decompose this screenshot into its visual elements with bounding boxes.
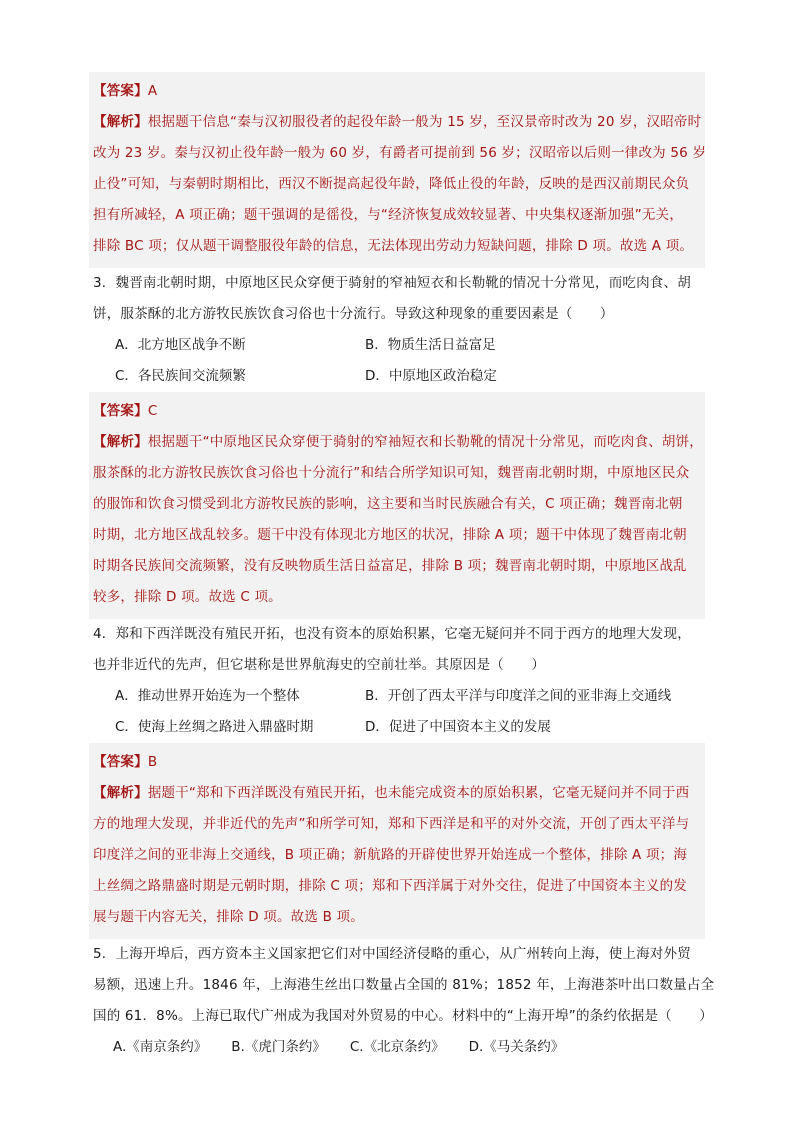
- answer-value: A: [147, 83, 158, 99]
- analysis-line: 时期各民族间交流频繁，没有反映物质生活日益富足，排除 B 项；魏晋南北朝时期，中原地区战乱: [93, 558, 687, 574]
- option-a: A.《南京条约》: [113, 1039, 208, 1055]
- option-d: D．中原地区政治稳定: [365, 368, 497, 384]
- question-line: 国的 61．8%。上海已取代广州成为我国对外贸易的中心。材料中的“上海开埠”的条约依据是（ ）: [93, 1008, 713, 1024]
- analysis-line: 根据题干信息“秦与汉初服役者的起役年龄一般为 15 岁，至汉景帝时改为 20 岁，汉昭帝时: [147, 114, 702, 130]
- analysis-line: 止役”可知，与秦朝时期相比，西汉不断提高起役年龄，降低止役的年龄，反映的是西汉前期民众负: [93, 176, 690, 192]
- analysis-line: 根据题干“中原地区民众穿便于骑射的窄袖短衣和长勒靴的情况十分常见，而吃肉食、胡饼，: [147, 434, 704, 450]
- options: [93, 1032, 701, 1063]
- question-line: 4．郑和下西洋既没有殖民开拓，也没有资本的原始积累，它毫无疑问并不同于西方的地理大发现，: [93, 626, 691, 642]
- analysis-line: 的服饰和饮食习惯受到北方游牧民族的影响，这主要和当时民族融合有关，C 项正确；魏晋南北朝: [93, 496, 683, 512]
- answer-value: C: [147, 403, 158, 419]
- option-b: B．物质生活日益富足: [365, 337, 496, 353]
- analysis-label: 【解析】: [93, 114, 148, 130]
- answer-label: 【答案】: [93, 83, 148, 99]
- option-c: C.《北京条约》: [349, 1039, 445, 1055]
- answer-label: 【答案】: [93, 754, 148, 770]
- answer-value: B: [147, 754, 158, 770]
- question-4: [93, 619, 701, 743]
- question-line: 5．上海开埠后，西方资本主义国家把它们对中国经济侵略的重心，从广州转向上海，使上海对外贸: [93, 946, 691, 962]
- analysis-line: 据题干“郑和下西洋既没有殖民开拓，也未能完成资本的原始积累，它毫无疑问并不同于西: [147, 785, 690, 801]
- question-3: [93, 268, 701, 392]
- analysis-line: 改为 23 岁。秦与汉初止役年龄一般为 60 岁，有爵者可提前到 56 岁；汉昭帝以后则一律改为 56 岁: [93, 145, 707, 161]
- question-line: 饼，服茶酥的北方游牧民族饮食习俗也十分流行。导致这种现象的重要因素是（ ）: [93, 306, 614, 322]
- analysis-line: 上丝绸之路鼎盛时期是元朝时期，排除 C 项；郑和下西洋属于对外交往，促进了中国资本主义的发: [93, 878, 688, 894]
- question-5: [93, 939, 715, 1063]
- options: [93, 681, 701, 743]
- analysis-line: 担有所减轻，A 项正确；题干强调的是徭役，与“经济恢复成效较显著、中央集权逐渐加强”无关，: [93, 207, 684, 223]
- analysis-line: 方的地理大发现，并非近代的先声”和所学可知，郑和下西洋是和平的对外交流，开创了西太平洋与: [93, 816, 690, 832]
- answer-block: [89, 392, 705, 619]
- option-a: A．北方地区战争不断: [115, 337, 246, 353]
- option-d: D.《马关条约》: [468, 1039, 565, 1055]
- answer-label: 【答案】: [93, 403, 148, 419]
- analysis-label: 【解析】: [93, 785, 148, 801]
- question-line: 易额，迅速上升。1846 年，上海港生丝出口数量占全国的 81%；1852 年，上海港茶叶出口数量占全: [93, 977, 715, 993]
- option-c: C．各民族间交流频繁: [115, 368, 246, 384]
- analysis-label: 【解析】: [93, 434, 148, 450]
- answer-block: [89, 743, 705, 939]
- option-d: D．促进了中国资本主义的发展: [365, 719, 551, 735]
- option-b: B.《虎门条约》: [231, 1039, 326, 1055]
- option-a: A．推动世界开始连为一个整体: [115, 688, 300, 704]
- options: [93, 330, 701, 392]
- analysis-line: 较多，排除 D 项。故选 C 项。: [93, 589, 282, 605]
- answer-block: [89, 72, 705, 268]
- analysis-line: 展与题干内容无关，排除 D 项。故选 B 项。: [93, 909, 364, 925]
- analysis-line: 印度洋之间的亚非海上交通线，B 项正确；新航路的开辟使世界开始连成一个整体，排除 A 项；海: [93, 847, 688, 863]
- question-line: 3．魏晋南北朝时期，中原地区民众穿便于骑射的窄袖短衣和长勒靴的情况十分常见，而吃肉食、胡: [93, 275, 691, 291]
- option-c: C．使海上丝绸之路进入鼎盛时期: [115, 719, 314, 735]
- analysis-line: 排除 BC 项；仅从题干调整服役年龄的信息，无法体现出劳动力短缺问题，排除 D 项。故选 A 项。: [93, 238, 694, 254]
- question-line: 也并非近代的先声，但它堪称是世界航海史的空前壮举。其原因是（ ）: [93, 657, 546, 673]
- option-b: B．开创了西太平洋与印度洋之间的亚非海上交通线: [365, 688, 672, 704]
- analysis-line: 服茶酥的北方游牧民族饮食习俗也十分流行”和结合所学知识可知，魏晋南北朝时期，中原地区民众: [93, 465, 690, 481]
- page-content: [93, 72, 715, 1063]
- analysis-line: 时期，北方地区战乱较多。题干中没有体现北方地区的状况，排除 A 项；题干中体现了魏晋南北朝: [93, 527, 687, 543]
